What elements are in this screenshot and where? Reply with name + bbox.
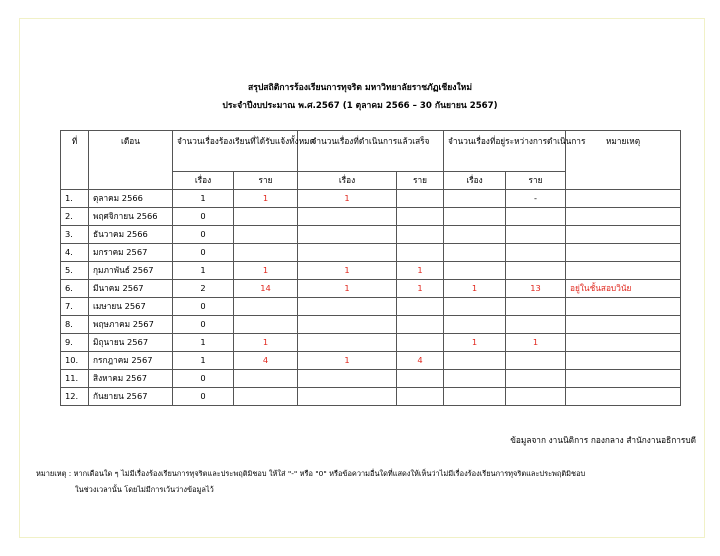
progress-cases-cell: 1 <box>444 280 506 298</box>
row-number: 12. <box>61 388 89 406</box>
progress-people-cell <box>506 208 566 226</box>
completed-cases-cell <box>298 334 397 352</box>
completed-cases-cell <box>298 208 397 226</box>
header-in-progress: จำนวนเรื่องที่อยู่ระหว่างการดำเนินการ <box>444 131 566 172</box>
row-remark <box>566 388 681 406</box>
table-row <box>61 280 681 298</box>
progress-people-cell: 1 <box>506 334 566 352</box>
row-remark <box>566 370 681 388</box>
progress-cases-cell <box>444 316 506 334</box>
table-row <box>61 334 681 352</box>
table-row <box>61 244 681 262</box>
row-remark <box>566 226 681 244</box>
progress-people-cell <box>506 352 566 370</box>
row-month: ตุลาคม 2566 <box>89 190 173 208</box>
received-cases-cell: 2 <box>173 280 234 298</box>
received-cases-cell: 1 <box>173 334 234 352</box>
subheader-completed-cases: เรื่อง <box>298 172 397 190</box>
progress-cases-cell <box>444 388 506 406</box>
received-people-cell <box>234 226 298 244</box>
progress-people-cell <box>506 262 566 280</box>
progress-cases-cell <box>444 190 506 208</box>
row-remark <box>566 244 681 262</box>
completed-cases-cell: 1 <box>298 280 397 298</box>
row-number: 1. <box>61 190 89 208</box>
progress-cases-cell: 1 <box>444 334 506 352</box>
progress-cases-cell <box>444 262 506 280</box>
completed-people-cell <box>397 388 444 406</box>
row-month: มิถุนายน 2567 <box>89 334 173 352</box>
row-remark <box>566 262 681 280</box>
header-remark: หมายเหตุ <box>566 131 681 190</box>
completed-people-cell <box>397 334 444 352</box>
row-remark <box>566 208 681 226</box>
completed-people-cell <box>397 190 444 208</box>
table-row <box>61 208 681 226</box>
received-people-cell <box>234 370 298 388</box>
row-remark <box>566 352 681 370</box>
table-row <box>61 352 681 370</box>
received-people-cell: 1 <box>234 190 298 208</box>
completed-cases-cell <box>298 244 397 262</box>
subheader-completed-people: ราย <box>397 172 444 190</box>
received-cases-cell: 0 <box>173 370 234 388</box>
row-number: 8. <box>61 316 89 334</box>
received-cases-cell: 1 <box>173 262 234 280</box>
received-people-cell <box>234 208 298 226</box>
row-number: 7. <box>61 298 89 316</box>
progress-cases-cell <box>444 208 506 226</box>
completed-cases-cell <box>298 388 397 406</box>
table-row <box>61 388 681 406</box>
received-people-cell <box>234 388 298 406</box>
received-cases-cell: 0 <box>173 208 234 226</box>
progress-cases-cell <box>444 298 506 316</box>
received-people-cell <box>234 298 298 316</box>
row-remark <box>566 298 681 316</box>
completed-people-cell <box>397 316 444 334</box>
completed-cases-cell <box>298 370 397 388</box>
header-no: ที่ <box>61 131 89 190</box>
table-row <box>61 316 681 334</box>
row-number: 9. <box>61 334 89 352</box>
received-cases-cell: 0 <box>173 388 234 406</box>
completed-people-cell <box>397 226 444 244</box>
progress-cases-cell <box>444 370 506 388</box>
subheader-received-cases: เรื่อง <box>173 172 234 190</box>
table-row <box>61 298 681 316</box>
row-number: 2. <box>61 208 89 226</box>
header-completed: จำนวนเรื่องที่ดำเนินการแล้วเสร็จ <box>298 131 444 172</box>
row-month: พฤศจิกายน 2566 <box>89 208 173 226</box>
page-title: สรุปสถิติการร้องเรียนการทุจริต มหาวิทยาลัยราชภัฏเชียงใหม่ <box>247 83 472 93</box>
row-number: 4. <box>61 244 89 262</box>
subheader-received-people: ราย <box>234 172 298 190</box>
received-people-cell: 1 <box>234 262 298 280</box>
received-cases-cell: 0 <box>173 226 234 244</box>
progress-people-cell <box>506 316 566 334</box>
completed-cases-cell: 1 <box>298 352 397 370</box>
row-month: ธันวาคม 2566 <box>89 226 173 244</box>
received-people-cell <box>234 316 298 334</box>
row-number: 6. <box>61 280 89 298</box>
complaint-statistics-table <box>60 130 681 406</box>
row-month: พฤษภาคม 2567 <box>89 316 173 334</box>
received-cases-cell: 0 <box>173 244 234 262</box>
row-number: 11. <box>61 370 89 388</box>
row-month: กันยายน 2567 <box>89 388 173 406</box>
page-subtitle: ประจำปีงบประมาณ พ.ศ.2567 (1 ตุลาคม 2566 – 30 กันยายน 2567) <box>222 101 498 111</box>
table-row <box>61 370 681 388</box>
header-month: เดือน <box>89 131 173 190</box>
subheader-progress-people: ราย <box>506 172 566 190</box>
received-cases-cell: 1 <box>173 352 234 370</box>
row-month: มีนาคม 2567 <box>89 280 173 298</box>
received-cases-cell: 0 <box>173 298 234 316</box>
completed-people-cell: 4 <box>397 352 444 370</box>
row-month: กุมภาพันธ์ 2567 <box>89 262 173 280</box>
table-header-row <box>61 131 681 172</box>
completed-cases-cell <box>298 316 397 334</box>
footnote-line-1: หมายเหตุ : หากเดือนใด ๆ ไม่มีเรื่องร้องเรียนการทุจริตและประพฤติมิชอบ ให้ใส่ "-" หรือ "0" หรือข้อความอื่นใดที่แสดงให้เห็นว่าไม่มีเรื่องร้องเรียนการทุจริตและประพฤติมิชอบ <box>36 469 586 478</box>
table-row <box>61 190 681 208</box>
completed-people-cell: 1 <box>397 280 444 298</box>
received-people-cell: 4 <box>234 352 298 370</box>
completed-cases-cell <box>298 226 397 244</box>
progress-cases-cell <box>444 226 506 244</box>
row-number: 10. <box>61 352 89 370</box>
row-remark <box>566 334 681 352</box>
completed-people-cell <box>397 244 444 262</box>
table-row <box>61 226 681 244</box>
row-remark <box>566 316 681 334</box>
completed-cases-cell <box>298 298 397 316</box>
row-number: 3. <box>61 226 89 244</box>
completed-people-cell <box>397 298 444 316</box>
table-row <box>61 262 681 280</box>
row-number: 5. <box>61 262 89 280</box>
footnote-line-2: ในช่วงเวลานั้น โดยไม่มีการเว้นว่างข้อมูลไว้ <box>75 485 214 494</box>
row-month: เมษายน 2567 <box>89 298 173 316</box>
received-people-cell <box>234 244 298 262</box>
progress-people-cell <box>506 370 566 388</box>
progress-people-cell <box>506 226 566 244</box>
completed-cases-cell: 1 <box>298 190 397 208</box>
progress-cases-cell <box>444 352 506 370</box>
received-people-cell: 14 <box>234 280 298 298</box>
header-received: จำนวนเรื่องร้องเรียนที่ได้รับแจ้งทั้งหมด <box>173 131 298 172</box>
received-cases-cell: 0 <box>173 316 234 334</box>
progress-cases-cell <box>444 244 506 262</box>
completed-people-cell <box>397 208 444 226</box>
progress-people-cell: 13 <box>506 280 566 298</box>
completed-people-cell: 1 <box>397 262 444 280</box>
data-source: ข้อมูลจาก งานนิติการ กองกลาง สำนักงานอธิการบดี <box>510 435 696 445</box>
row-remark: อยู่ในชั้นสอบวินัย <box>566 280 681 298</box>
completed-cases-cell: 1 <box>298 262 397 280</box>
row-month: มกราคม 2567 <box>89 244 173 262</box>
row-remark <box>566 190 681 208</box>
completed-people-cell <box>397 370 444 388</box>
row-month: สิงหาคม 2567 <box>89 370 173 388</box>
subheader-progress-cases: เรื่อง <box>444 172 506 190</box>
received-cases-cell: 1 <box>173 190 234 208</box>
progress-people-cell <box>506 388 566 406</box>
progress-people-cell <box>506 298 566 316</box>
progress-people-cell <box>506 244 566 262</box>
progress-people-cell: - <box>506 190 566 208</box>
row-month: กรกฎาคม 2567 <box>89 352 173 370</box>
received-people-cell: 1 <box>234 334 298 352</box>
